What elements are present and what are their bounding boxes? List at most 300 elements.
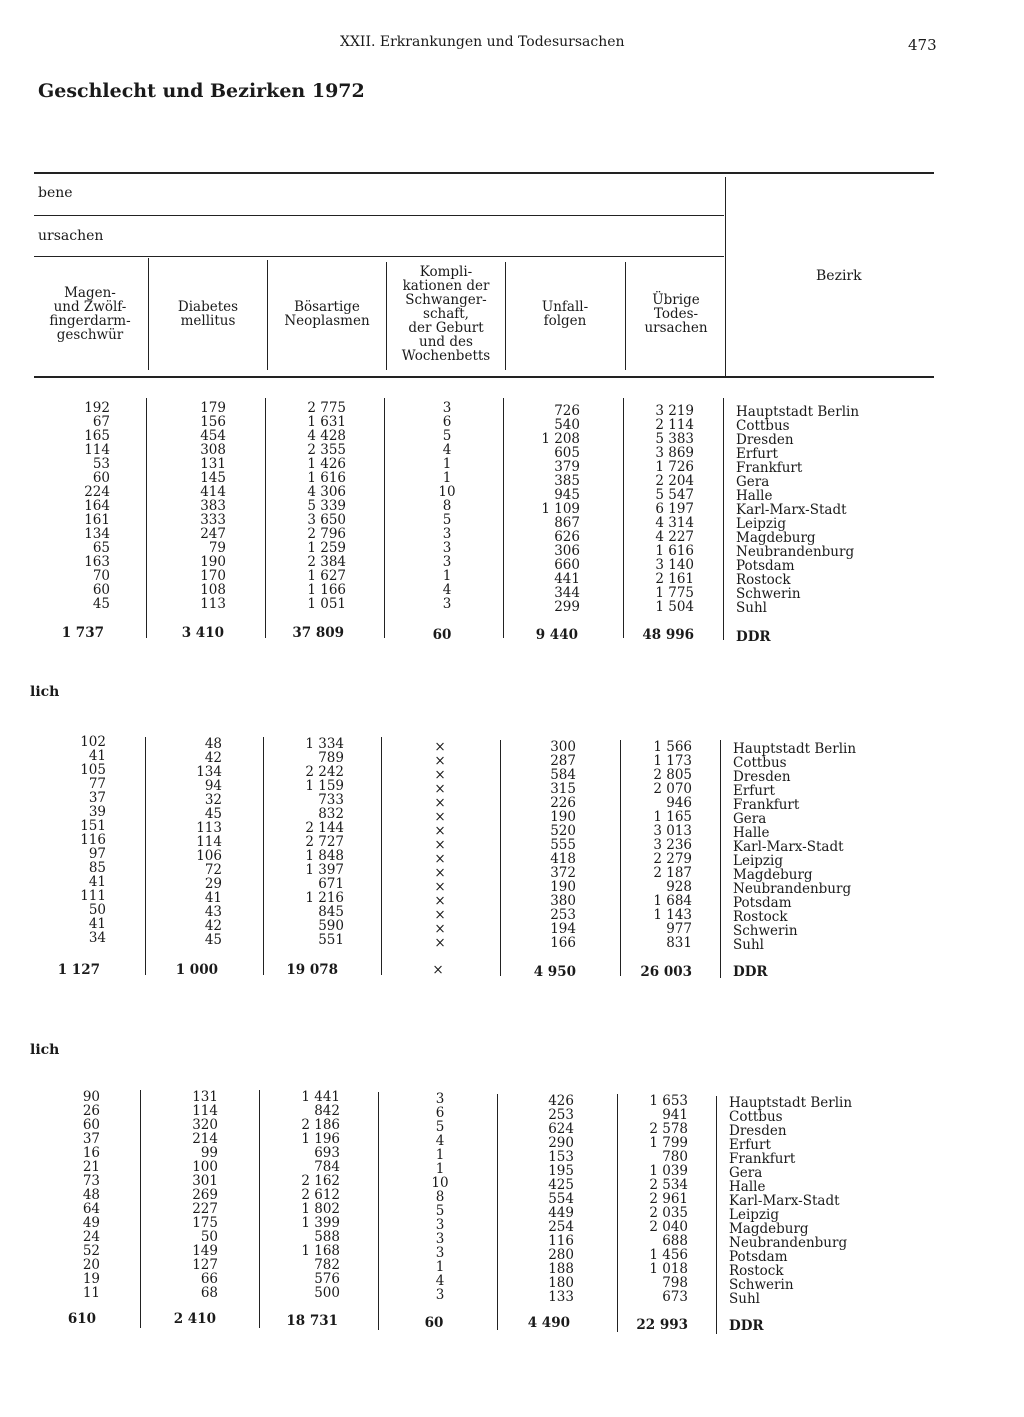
table-cell: 1 627 <box>307 568 346 584</box>
table-cell: 151 <box>80 818 106 834</box>
table-cell: 1 216 <box>305 890 344 906</box>
table-cell: × <box>434 935 446 951</box>
table-cell: 1 397 <box>305 862 344 878</box>
table-cell: 3 236 <box>653 837 692 853</box>
table-cell: 315 <box>550 781 576 797</box>
table-cell: 53 <box>92 456 110 472</box>
column-unfallfolgen <box>508 740 576 950</box>
table-cell: 19 <box>82 1271 100 1287</box>
col-divider <box>263 737 264 975</box>
table-cell: 50 <box>88 902 106 918</box>
table-cell: × <box>434 865 446 881</box>
table-cell: 287 <box>550 753 576 769</box>
total-bezirk: DDR <box>736 629 771 645</box>
table-cell: × <box>434 907 446 923</box>
table-cell: 60 <box>92 582 110 598</box>
table-cell: 300 <box>550 739 576 755</box>
bezirk-cell: Suhl <box>729 1291 760 1307</box>
table-cell: 8 <box>435 1189 445 1205</box>
header-rule-2 <box>34 256 724 257</box>
table-cell: 10 <box>431 1175 449 1191</box>
table-cell: 4 314 <box>655 515 694 531</box>
table-cell: 2 534 <box>649 1177 688 1193</box>
table-cell: 4 <box>435 1133 445 1149</box>
table-cell: 1 166 <box>307 582 346 598</box>
header-rule-1 <box>34 215 724 216</box>
table-cell: 6 <box>435 1105 445 1121</box>
bezirk-cell: Karl-Marx-Stadt <box>736 502 847 518</box>
table-top-rule <box>34 172 934 174</box>
table-cell: 308 <box>200 442 226 458</box>
table-cell: 1 426 <box>307 456 346 472</box>
bezirk-cell: Halle <box>736 488 773 504</box>
col-divider <box>720 740 721 978</box>
table-cell: 2 279 <box>653 851 692 867</box>
table-cell: 2 144 <box>305 820 344 836</box>
table-cell: 111 <box>80 888 106 904</box>
col-head-neoplasmen: Bösartige Neoplasmen <box>284 299 370 329</box>
table-cell: 301 <box>192 1173 218 1189</box>
table-cell: 43 <box>204 904 222 920</box>
table-cell: 520 <box>550 823 576 839</box>
table-cell: 673 <box>662 1289 688 1305</box>
table-cell: 842 <box>314 1103 340 1119</box>
table-cell: 247 <box>200 526 226 542</box>
table-cell: 3 013 <box>653 823 692 839</box>
table-cell: 214 <box>192 1131 218 1147</box>
bezirk-cell: Suhl <box>736 600 767 616</box>
page-title: Geschlecht und Bezirken 1972 <box>38 80 365 102</box>
column-schwangerschaft <box>420 1092 460 1302</box>
table-cell: 153 <box>548 1149 574 1165</box>
bezirk-cell: Cottbus <box>733 755 787 771</box>
table-cell: 626 <box>554 529 580 545</box>
table-cell: 977 <box>666 921 692 937</box>
table-cell: × <box>434 739 446 755</box>
total-magen: 1 127 <box>57 962 100 978</box>
table-cell: 41 <box>88 874 106 890</box>
table-cell: 179 <box>200 400 226 416</box>
table-cell: 3 <box>442 596 452 612</box>
total-uebrige: 48 996 <box>642 627 694 643</box>
table-cell: 188 <box>548 1261 574 1277</box>
bezirk-cell: Gera <box>729 1165 763 1181</box>
table-cell: 1 173 <box>653 753 692 769</box>
table-cell: 425 <box>548 1177 574 1193</box>
table-cell: 3 <box>435 1217 445 1233</box>
table-cell: 90 <box>82 1089 100 1105</box>
table-cell: 784 <box>314 1159 340 1175</box>
table-cell: 41 <box>88 916 106 932</box>
table-cell: 2 796 <box>307 526 346 542</box>
table-cell: 1 616 <box>655 543 694 559</box>
table-cell: 3 869 <box>655 445 694 461</box>
table-cell: 224 <box>84 484 110 500</box>
total-diabetes: 1 000 <box>175 962 218 978</box>
header-level1-label: bene <box>38 185 73 201</box>
table-cell: 2 035 <box>649 1205 688 1221</box>
column-unfallfolgen <box>504 1094 574 1304</box>
bezirk-cell: Leipzig <box>736 516 786 532</box>
table-cell: 127 <box>192 1257 218 1273</box>
table-cell: 3 <box>435 1245 445 1261</box>
bezirk-cell: Schwerin <box>729 1277 794 1293</box>
table-cell: × <box>434 851 446 867</box>
table-cell: 5 <box>442 428 452 444</box>
table-cell: 5 <box>435 1203 445 1219</box>
table-cell: 60 <box>92 470 110 486</box>
total-magen: 610 <box>67 1311 96 1327</box>
column-magen <box>36 735 106 945</box>
column-schwangerschaft <box>420 740 460 950</box>
table-cell: 113 <box>200 596 226 612</box>
col-divider <box>625 262 626 370</box>
table-cell: × <box>434 921 446 937</box>
bezirk-cell: Gera <box>736 474 770 490</box>
col-divider <box>140 1090 141 1328</box>
table-cell: 2 162 <box>301 1173 340 1189</box>
table-cell: 50 <box>200 1229 218 1245</box>
table-cell: 946 <box>666 795 692 811</box>
column-uebrige <box>614 1094 688 1304</box>
total-unfallfolgen: 4 950 <box>533 964 576 980</box>
table-cell: 385 <box>554 473 580 489</box>
table-cell: 60 <box>82 1117 100 1133</box>
table-cell: 131 <box>192 1089 218 1105</box>
column-diabetes <box>160 401 226 611</box>
table-cell: 1 168 <box>301 1243 340 1259</box>
table-cell: 1 684 <box>653 893 692 909</box>
table-cell: 845 <box>318 904 344 920</box>
bezirk-cell: Erfurt <box>729 1137 771 1153</box>
col-divider <box>259 1090 260 1328</box>
table-cell: 576 <box>314 1271 340 1287</box>
total-unfallfolgen: 9 440 <box>535 627 578 643</box>
table-cell: 45 <box>204 932 222 948</box>
table-cell: 67 <box>92 414 110 430</box>
table-cell: 114 <box>196 834 222 850</box>
table-cell: 72 <box>204 862 222 878</box>
table-cell: 102 <box>80 734 106 750</box>
table-cell: 590 <box>318 918 344 934</box>
header-level2-label: ursachen <box>38 228 104 244</box>
page-number: 473 <box>908 36 937 54</box>
table-cell: 1 <box>435 1259 445 1275</box>
table-cell: 3 <box>442 554 452 570</box>
bezirk-cell: Rostock <box>736 572 791 588</box>
table-cell: 831 <box>666 935 692 951</box>
bezirk-cell: Dresden <box>729 1123 787 1139</box>
table-cell: 2 186 <box>301 1117 340 1133</box>
table-cell: 1 208 <box>541 431 580 447</box>
table-cell: 2 187 <box>653 865 692 881</box>
table-cell: 2 578 <box>649 1121 688 1137</box>
bezirk-cell: Hauptstadt Berlin <box>729 1095 853 1111</box>
table-cell: 3 <box>442 540 452 556</box>
header-bottom-rule <box>34 376 934 378</box>
col-divider <box>503 398 504 638</box>
table-cell: 16 <box>82 1145 100 1161</box>
table-cell: 1 <box>435 1161 445 1177</box>
table-cell: 306 <box>554 543 580 559</box>
table-cell: 1 <box>435 1147 445 1163</box>
total-unfallfolgen: 4 490 <box>527 1315 570 1331</box>
col-divider <box>378 1092 379 1330</box>
column-neoplasmen <box>264 1090 340 1300</box>
table-cell: 782 <box>314 1257 340 1273</box>
table-cell: × <box>434 767 446 783</box>
table-cell: 21 <box>82 1159 100 1175</box>
total-neoplasmen: 37 809 <box>292 625 344 641</box>
table-cell: 116 <box>548 1233 574 1249</box>
table-cell: 48 <box>82 1187 100 1203</box>
table-cell: 4 <box>442 442 452 458</box>
bezirk-cell: Leipzig <box>729 1207 779 1223</box>
table-cell: 660 <box>554 557 580 573</box>
table-cell: 41 <box>204 890 222 906</box>
table-cell: 1 109 <box>541 501 580 517</box>
table-cell: 32 <box>204 792 222 808</box>
table-cell: 227 <box>192 1201 218 1217</box>
table-cell: 380 <box>550 893 576 909</box>
table-cell: 5 <box>435 1119 445 1135</box>
total-uebrige: 26 003 <box>640 964 692 980</box>
table-cell: 190 <box>200 554 226 570</box>
table-cell: 190 <box>550 809 576 825</box>
total-neoplasmen: 18 731 <box>286 1313 338 1329</box>
table-cell: 1 456 <box>649 1247 688 1263</box>
bezirk-cell: Erfurt <box>733 783 775 799</box>
table-cell: 45 <box>92 596 110 612</box>
table-cell: 97 <box>88 846 106 862</box>
table-cell: 79 <box>208 540 226 556</box>
table-cell: 688 <box>662 1233 688 1249</box>
table-cell: 163 <box>84 554 110 570</box>
col-divider <box>500 740 501 976</box>
table-cell: × <box>434 753 446 769</box>
bezirk-cell: Neubrandenburg <box>729 1235 848 1251</box>
table-cell: 588 <box>314 1229 340 1245</box>
col-head-schwangerschaft: Kompli- kationen der Schwanger- schaft, der Geburt und des Wochenbetts <box>401 264 491 364</box>
table-cell: 1 848 <box>305 848 344 864</box>
table-cell: 226 <box>550 795 576 811</box>
bezirk-cell: Neubrandenburg <box>736 544 855 560</box>
bezirk-cell: Dresden <box>733 769 791 785</box>
table-cell: 254 <box>548 1219 574 1235</box>
total-schwangerschaft: 60 <box>424 1315 444 1331</box>
table-cell: 1 051 <box>307 596 346 612</box>
bezirk-cell: Schwerin <box>733 923 798 939</box>
col-divider <box>716 1096 717 1334</box>
total-diabetes: 2 410 <box>173 1311 216 1327</box>
table-cell: 454 <box>200 428 226 444</box>
table-cell: 4 227 <box>655 529 694 545</box>
table-cell: 1 018 <box>649 1261 688 1277</box>
table-cell: 2 204 <box>655 473 694 489</box>
table-cell: 414 <box>200 484 226 500</box>
table-cell: 733 <box>318 792 344 808</box>
table-cell: 500 <box>314 1285 340 1301</box>
table-cell: 195 <box>548 1163 574 1179</box>
table-cell: 11 <box>82 1285 100 1301</box>
bezirk-cell: Frankfurt <box>736 460 803 476</box>
table-cell: 149 <box>192 1243 218 1259</box>
table-cell: 6 <box>442 414 452 430</box>
table-cell: 554 <box>548 1191 574 1207</box>
table-cell: 1 726 <box>655 459 694 475</box>
table-cell: 1 165 <box>653 809 692 825</box>
table-cell: 2 384 <box>307 554 346 570</box>
table-cell: 449 <box>548 1205 574 1221</box>
table-cell: 555 <box>550 837 576 853</box>
col-divider <box>267 260 268 370</box>
column-magen <box>40 401 110 611</box>
table-cell: 584 <box>550 767 576 783</box>
table-cell: 2 961 <box>649 1191 688 1207</box>
table-cell: 175 <box>192 1215 218 1231</box>
table-cell: 77 <box>88 776 106 792</box>
table-cell: 1 <box>442 470 452 486</box>
table-cell: × <box>434 809 446 825</box>
table-cell: 798 <box>662 1275 688 1291</box>
col-head-unfallfolgen: Unfall- folgen <box>541 299 589 329</box>
table-cell: 928 <box>666 879 692 895</box>
table-cell: 5 339 <box>307 498 346 514</box>
bezirk-cell: Gera <box>733 811 767 827</box>
table-cell: 156 <box>200 414 226 430</box>
table-cell: 1 159 <box>305 778 344 794</box>
column-unfallfolgen <box>510 404 580 614</box>
table-cell: 194 <box>550 921 576 937</box>
table-cell: 41 <box>88 748 106 764</box>
table-cell: 780 <box>662 1149 688 1165</box>
table-cell: 426 <box>548 1093 574 1109</box>
table-cell: 2 612 <box>301 1187 340 1203</box>
bezirk-divider <box>725 177 726 377</box>
table-cell: 24 <box>82 1229 100 1245</box>
table-cell: 418 <box>550 851 576 867</box>
table-cell: 1 616 <box>307 470 346 486</box>
table-cell: 1 799 <box>649 1135 688 1151</box>
table-cell: 1 <box>442 568 452 584</box>
bezirk-cell: Potsdam <box>733 895 792 911</box>
total-schwangerschaft: 60 <box>432 627 452 643</box>
bezirk-cell: Suhl <box>733 937 764 953</box>
section-label: lich <box>30 1042 60 1058</box>
table-cell: 2 727 <box>305 834 344 850</box>
table-cell: 1 504 <box>655 599 694 615</box>
table-cell: 4 306 <box>307 484 346 500</box>
column-diabetes <box>156 737 222 947</box>
table-cell: 45 <box>204 806 222 822</box>
table-cell: 145 <box>200 470 226 486</box>
table-cell: 10 <box>438 484 456 500</box>
column-diabetes <box>150 1090 218 1300</box>
table-cell: 540 <box>554 417 580 433</box>
bezirk-cell: Frankfurt <box>733 797 800 813</box>
table-cell: 114 <box>84 442 110 458</box>
table-cell: 99 <box>200 1145 218 1161</box>
table-cell: 5 <box>442 512 452 528</box>
total-schwangerschaft: × <box>432 962 444 978</box>
table-cell: 29 <box>204 876 222 892</box>
bezirk-cell: Frankfurt <box>729 1151 796 1167</box>
table-cell: 693 <box>314 1145 340 1161</box>
table-cell: 68 <box>200 1285 218 1301</box>
table-cell: 2 040 <box>649 1219 688 1235</box>
table-cell: 180 <box>548 1275 574 1291</box>
table-cell: 605 <box>554 445 580 461</box>
table-cell: 789 <box>318 750 344 766</box>
table-cell: 3 <box>442 400 452 416</box>
table-cell: 39 <box>88 804 106 820</box>
table-cell: 2 070 <box>653 781 692 797</box>
section-label: lich <box>30 684 60 700</box>
bezirk-cell: Hauptstadt Berlin <box>733 741 857 757</box>
table-cell: 1 653 <box>649 1093 688 1109</box>
table-cell: 379 <box>554 459 580 475</box>
bezirk-cell: Schwerin <box>736 586 801 602</box>
column-schwangerschaft <box>427 401 467 611</box>
col-divider <box>148 258 149 370</box>
table-cell: 6 197 <box>655 501 694 517</box>
table-cell: × <box>434 879 446 895</box>
bezirk-cell: Erfurt <box>736 446 778 462</box>
bezirk-cell: Dresden <box>736 432 794 448</box>
table-cell: 190 <box>550 879 576 895</box>
column-bezirk <box>733 742 903 952</box>
bezirk-cell: Potsdam <box>729 1249 788 1265</box>
table-cell: 192 <box>84 400 110 416</box>
bezirk-cell: Rostock <box>729 1263 784 1279</box>
table-cell: 1 775 <box>655 585 694 601</box>
table-cell: 3 <box>435 1287 445 1303</box>
column-uebrige <box>618 740 692 950</box>
table-cell: × <box>434 823 446 839</box>
table-cell: 945 <box>554 487 580 503</box>
table-cell: × <box>434 781 446 797</box>
table-cell: 4 428 <box>307 428 346 444</box>
table-cell: 20 <box>82 1257 100 1273</box>
table-cell: 253 <box>550 907 576 923</box>
table-cell: × <box>434 893 446 909</box>
col-head-magen: Magen- und Zwölf- fingerdarm- geschwür <box>49 285 131 343</box>
table-cell: 2 355 <box>307 442 346 458</box>
table-cell: 34 <box>88 930 106 946</box>
bezirk-cell: Cottbus <box>729 1109 783 1125</box>
table-cell: 3 219 <box>655 403 694 419</box>
table-cell: 941 <box>662 1107 688 1123</box>
table-cell: 134 <box>196 764 222 780</box>
table-cell: 269 <box>192 1187 218 1203</box>
table-cell: 1 143 <box>653 907 692 923</box>
bezirk-cell: Rostock <box>733 909 788 925</box>
col-divider <box>505 262 506 370</box>
table-cell: 832 <box>318 806 344 822</box>
table-cell: 2 775 <box>307 400 346 416</box>
table-cell: 1 259 <box>307 540 346 556</box>
col-divider <box>265 398 266 638</box>
table-cell: 170 <box>200 568 226 584</box>
table-cell: 1 399 <box>301 1215 340 1231</box>
table-cell: 5 383 <box>655 431 694 447</box>
table-cell: 100 <box>192 1159 218 1175</box>
table-cell: 344 <box>554 585 580 601</box>
table-cell: 161 <box>84 512 110 528</box>
col-divider <box>723 398 724 640</box>
table-cell: 49 <box>82 1215 100 1231</box>
table-cell: 166 <box>550 935 576 951</box>
